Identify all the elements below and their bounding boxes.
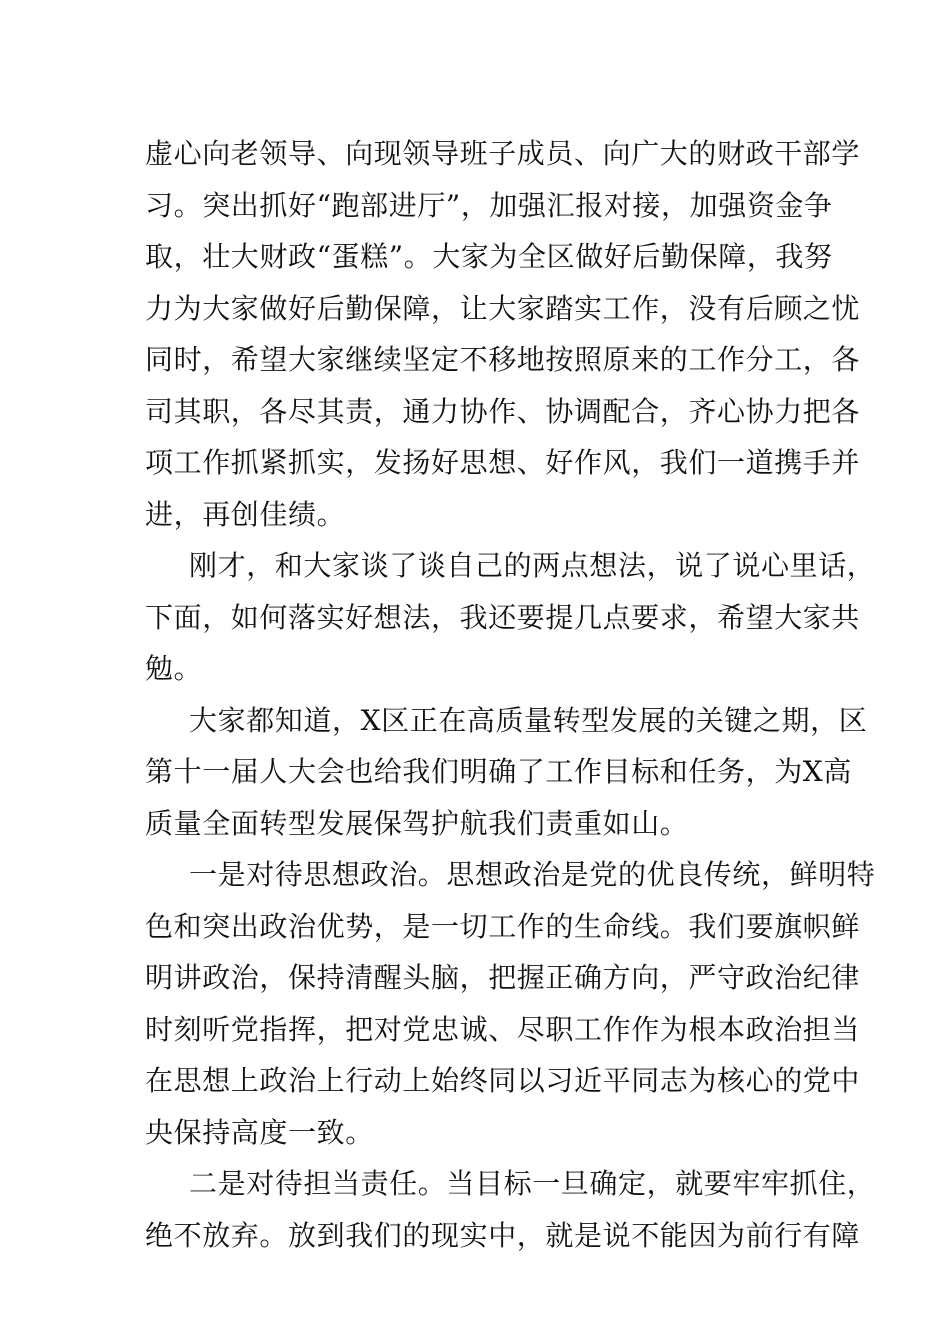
text-line: 下面，如何落实好想法，我还要提几点要求，希望大家共 xyxy=(145,600,861,634)
text-line: 大家都知道，X区正在高质量转型发展的关键之期，区 xyxy=(189,703,868,737)
text-line: 刚才，和大家谈了谈自己的两点想法，说了说心里话， xyxy=(189,549,876,582)
text-line: 进，再创佳绩。 xyxy=(145,497,346,531)
text-line: 时刻听党指挥，把对党忠诚、尽职工作作为根本政治担当 xyxy=(145,1012,861,1046)
text-line: 质量全面转型发展保驾护航我们责重如山。 xyxy=(145,806,689,840)
text-line: 一是对待思想政治。思想政治是党的优良传统，鲜明特 xyxy=(189,858,876,891)
text-line: 司其职，各尽其责，通力协作、协调配合，齐心协力把各 xyxy=(145,394,861,428)
text-line: 习。突出抓好“跑部进厅”，加强汇报对接，加强资金争 xyxy=(145,188,833,222)
text-line: 项工作抓紧抓实，发扬好思想、好作风，我们一道携手并 xyxy=(145,446,861,479)
document-body xyxy=(145,128,876,1261)
text-line: 虚心向老领导、向现领导班子成员、向广大的财政干部学 xyxy=(145,137,861,170)
text-line: 勉。 xyxy=(145,652,203,685)
text-line: 第十一届人大会也给我们明确了工作目标和任务，为X高 xyxy=(145,755,852,788)
text-line: 绝不放弃。放到我们的现实中，就是说不能因为前行有障 xyxy=(145,1218,861,1252)
text-line: 力为大家做好后勤保障，让大家踏实工作，没有后顾之忧 xyxy=(145,291,861,325)
text-line: 同时，希望大家继续坚定不移地按照原来的工作分工，各 xyxy=(145,343,861,376)
text-line: 取，壮大财政“蛋糕”。大家为全区做好后勤保障，我努 xyxy=(145,240,833,273)
text-line: 明讲政治，保持清醒头脑，把握正确方向，严守政治纪律 xyxy=(145,961,861,994)
text-line: 央保持高度一致。 xyxy=(145,1115,374,1149)
text-line: 在思想上政治上行动上始终同以习近平同志为核心的党中 xyxy=(145,1064,861,1097)
text-line: 色和突出政治优势，是一切工作的生命线。我们要旗帜鲜 xyxy=(145,909,861,943)
text-line: 二是对待担当责任。当目标一旦确定，就要牢牢抓住， xyxy=(189,1167,876,1200)
